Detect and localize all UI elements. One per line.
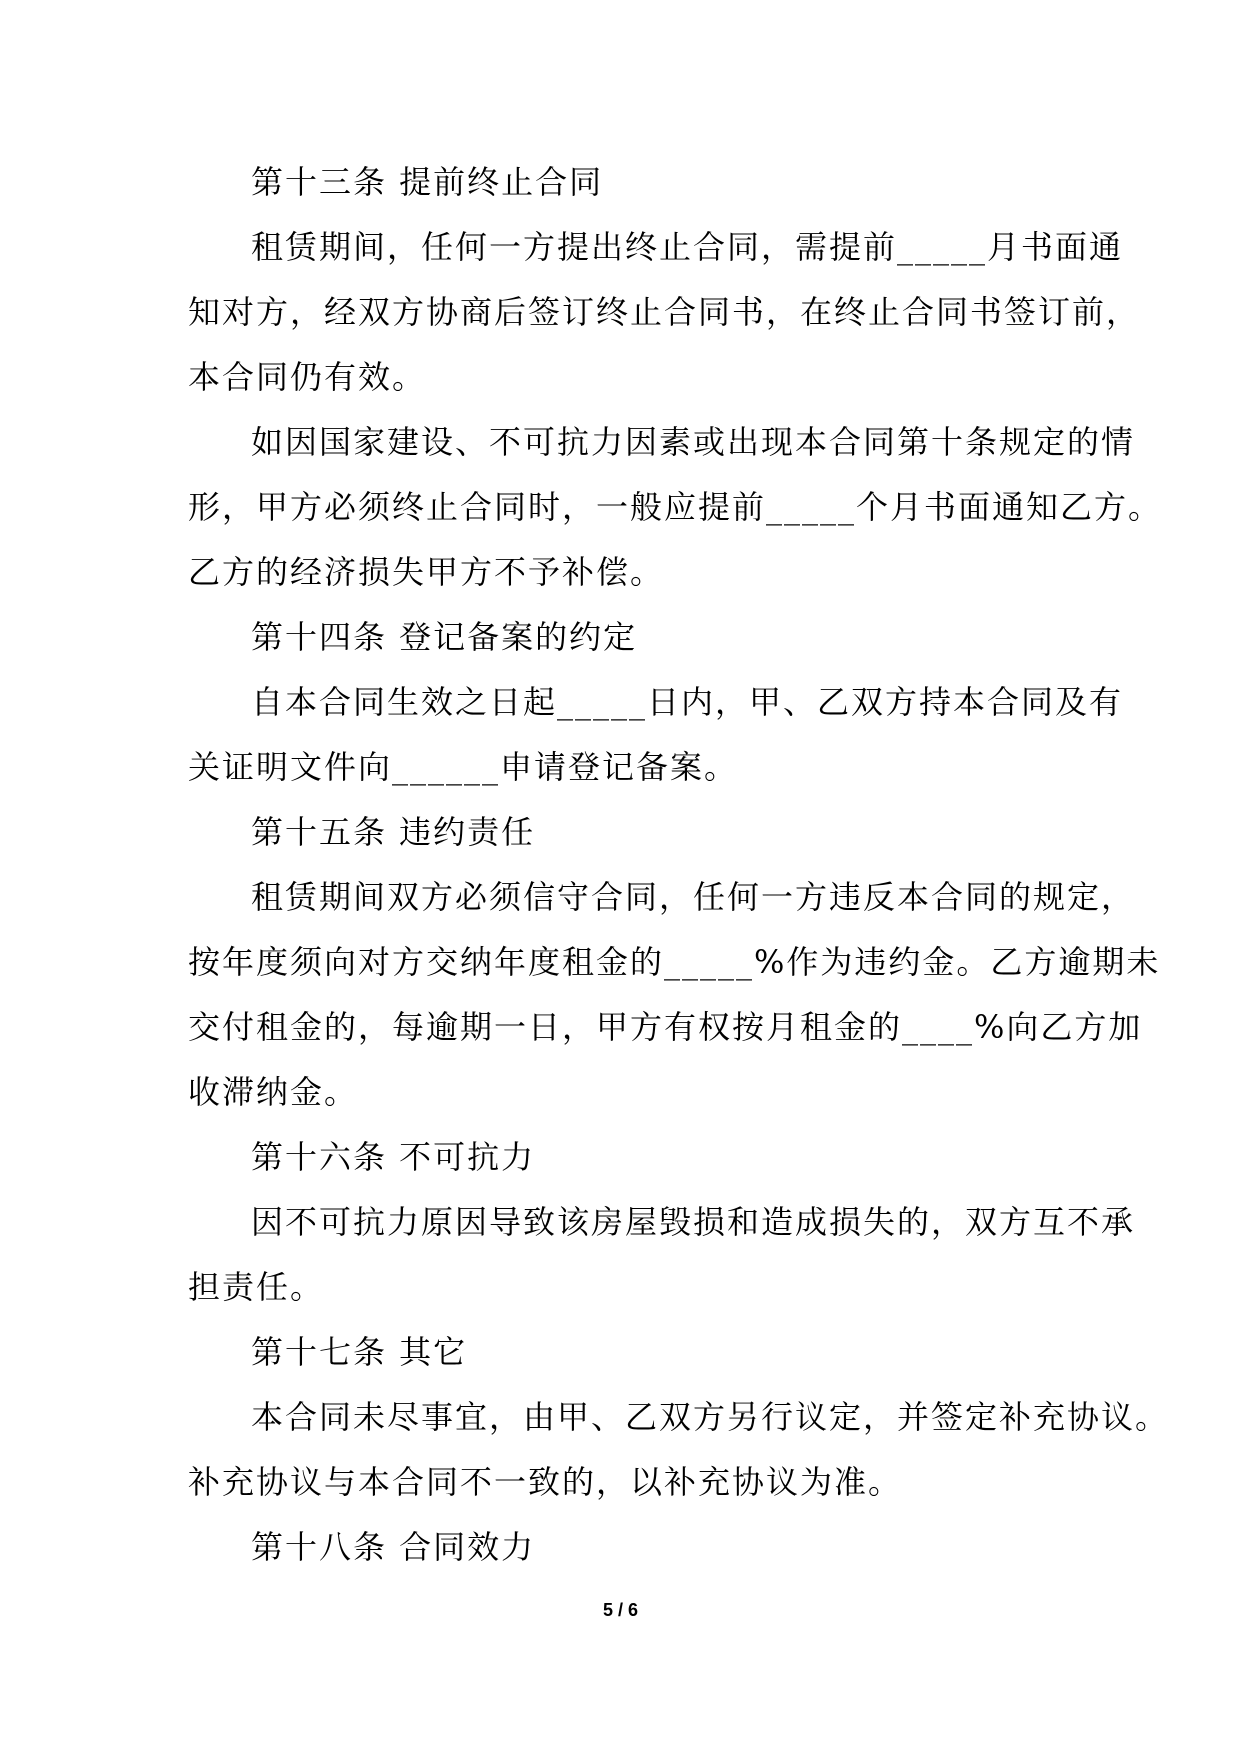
paragraph-line: 租赁期间，任何一方提出终止合同，需提前_____月书面通 xyxy=(251,228,1124,266)
paragraph-line: 因不可抗力原因导致该房屋毁损和造成损失的，双方互不承 xyxy=(251,1203,1136,1241)
article-17-heading: 第十七条 其它 xyxy=(251,1333,468,1371)
paragraph-line: 形，甲方必须终止合同时，一般应提前_____个月书面通知乙方。 xyxy=(188,488,1163,526)
document-body xyxy=(188,150,1170,1580)
article-18-heading: 第十八条 合同效力 xyxy=(251,1528,536,1566)
paragraph-line: 按年度须向对方交纳年度租金的_____%作为违约金。乙方逾期未 xyxy=(188,943,1161,981)
article-13-heading: 第十三条 提前终止合同 xyxy=(251,163,604,201)
paragraph-line: 如因国家建设、不可抗力因素或出现本合同第十条规定的情 xyxy=(251,423,1136,461)
paragraph-line: 租赁期间双方必须信守合同，任何一方违反本合同的规定， xyxy=(251,878,1136,916)
page-number: 5 / 6 xyxy=(602,1600,639,1620)
article-16-heading: 第十六条 不可抗力 xyxy=(251,1138,536,1176)
paragraph-line: 交付租金的，每逾期一日，甲方有权按月租金的____%向乙方加 xyxy=(188,1008,1143,1046)
paragraph-line: 本合同仍有效。 xyxy=(188,358,427,396)
paragraph-line: 本合同未尽事宜，由甲、乙双方另行议定，并签定补充协议。 xyxy=(251,1398,1170,1436)
paragraph-line: 自本合同生效之日起_____日内，甲、乙双方持本合同及有 xyxy=(251,683,1124,721)
article-14-heading: 第十四条 登记备案的约定 xyxy=(251,618,638,656)
paragraph-line: 担责任。 xyxy=(188,1268,325,1306)
paragraph-line: 补充协议与本合同不一致的，以补充协议为准。 xyxy=(188,1463,903,1501)
paragraph-line: 收滞纳金。 xyxy=(188,1073,359,1111)
paragraph-line: 知对方，经双方协商后签订终止合同书，在终止合同书签订前， xyxy=(188,293,1141,331)
paragraph-line: 乙方的经济损失甲方不予补偿。 xyxy=(188,553,665,591)
article-15-heading: 第十五条 违约责任 xyxy=(251,813,536,851)
paragraph-line: 关证明文件向______申请登记备案。 xyxy=(188,748,739,786)
